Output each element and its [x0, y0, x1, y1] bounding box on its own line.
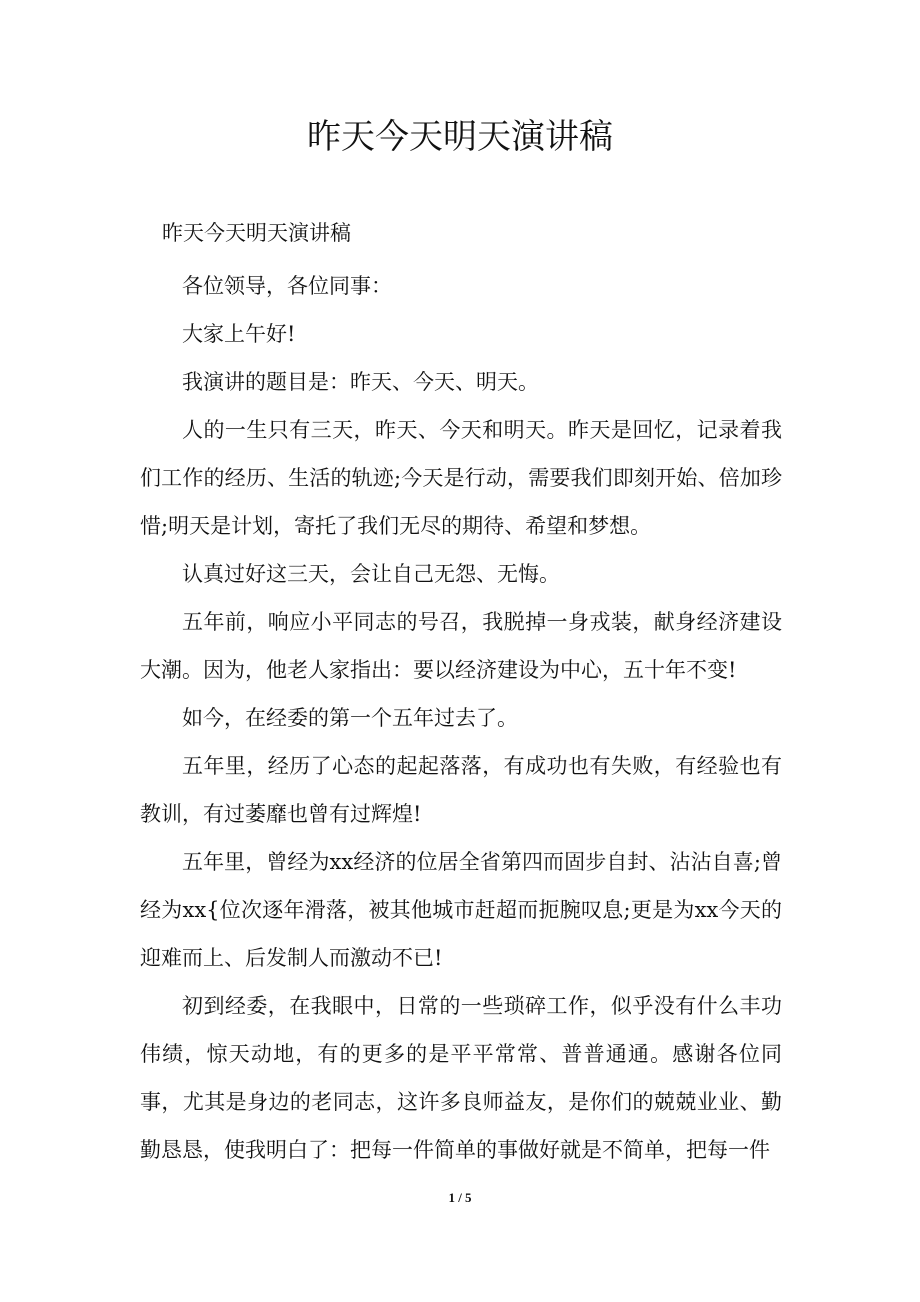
paragraph-five-years-economy: 五年里，曾经为xx经济的位居全省第四而固步自封、沾沾自喜;曾经为xx{位次逐年滑落，被其他城市赶超而扼腕叹息;更是为xx今天的迎难而上、后发制人而激动不已!	[140, 850, 782, 970]
paragraph-five-years-ago: 五年前，响应小平同志的号召，我脱掉一身戎装，献身经济建设大潮。因为，他老人家指出：要以经济建设为中心，五十年不变!	[140, 610, 782, 682]
paragraph-no-regret: 认真过好这三天，会让自己无怨、无悔。	[182, 562, 560, 586]
page-number: 1 / 5	[448, 1190, 472, 1205]
document-title: 昨天今天明天演讲稿	[307, 117, 613, 157]
paragraph-now: 如今，在经委的第一个五年过去了。	[182, 706, 518, 730]
paragraph-topic: 我演讲的题目是：昨天、今天、明天。	[182, 370, 539, 394]
document-subtitle: 昨天今天明天演讲稿	[162, 221, 351, 245]
paragraph-three-days: 人的一生只有三天，昨天、今天和明天。昨天是回忆，记录着我们工作的经历、生活的轨迹;今天是行动，需要我们即刻开始、倍加珍惜;明天是计划，寄托了我们无尽的期待、希望和梦想。	[140, 418, 782, 538]
paragraph-five-years-experience: 五年里，经历了心态的起起落落，有成功也有失败，有经验也有教训，有过萎靡也曾有过辉煌!	[140, 754, 782, 826]
paragraph-salutation: 大家上午好!	[182, 322, 296, 346]
paragraph-first-arrival: 初到经委，在我眼中，日常的一些琐碎工作，似乎没有什么丰功伟绩，惊天动地，有的更多的是平平常常、普普通通。感谢各位同事，尤其是身边的老同志，这许多良师益友，是你们的兢兢业业、勤勤恳恳，使我明白了：把每一件简单的事做好就是不简单，把每一件	[140, 994, 782, 1162]
paragraph-greeting: 各位领导，各位同事：	[182, 274, 392, 298]
document-body	[140, 262, 782, 1174]
